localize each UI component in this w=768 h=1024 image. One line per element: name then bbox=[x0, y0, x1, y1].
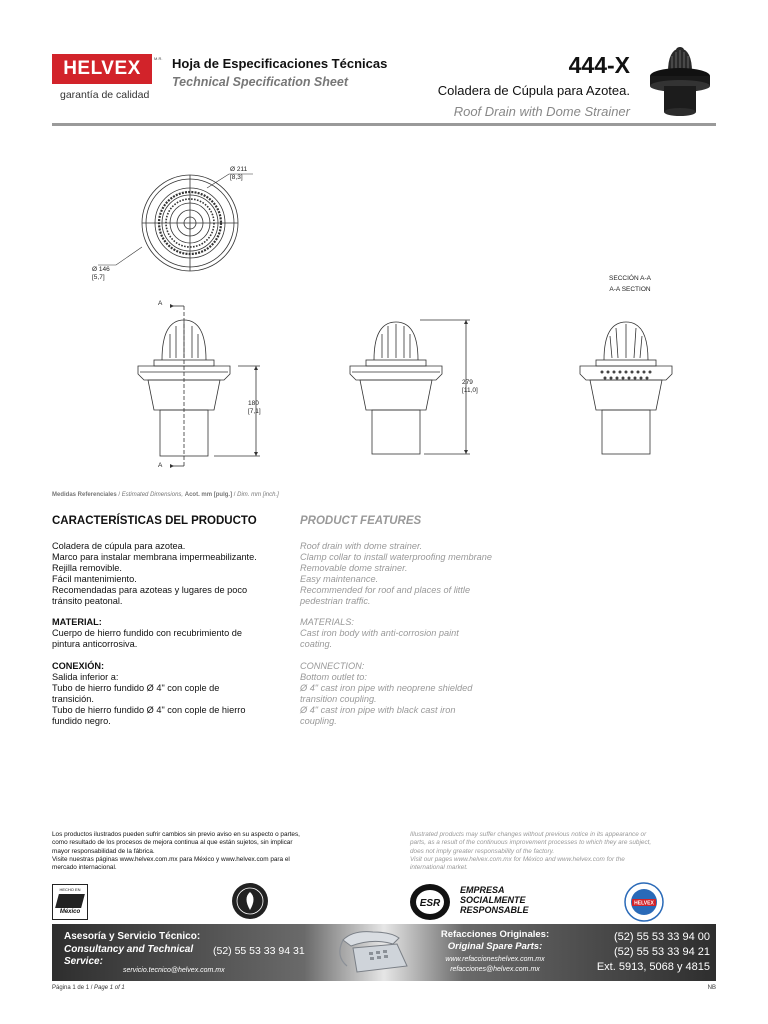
connection-label-en: CONNECTION: bbox=[300, 661, 365, 671]
features-heading-en: PRODUCT FEATURES bbox=[300, 515, 422, 527]
connection-line: Tubo de hierro fundido Ø 4" con cople de hierro bbox=[52, 705, 246, 715]
feature-item: tránsito peatonal. bbox=[52, 596, 123, 606]
dim-inner-mm: Ø 146 bbox=[92, 266, 110, 273]
connection-line: transición. bbox=[52, 694, 94, 704]
hecho-en-mexico-badge bbox=[52, 884, 88, 920]
feature-item: Removable dome strainer. bbox=[300, 563, 408, 573]
disclaimer-line: mercado internacional. bbox=[52, 864, 117, 872]
service-label-en bbox=[64, 944, 193, 968]
material-line: pintura anticorrosiva. bbox=[52, 639, 138, 649]
esr-text bbox=[460, 885, 529, 915]
connection-line: Tubo de hierro fundido Ø 4" con cople de bbox=[52, 683, 220, 693]
connection-line: Ø 4" cast iron pipe with black cast iron bbox=[300, 705, 456, 715]
disclaimer-es bbox=[52, 831, 352, 872]
service-en-line: Service: bbox=[64, 956, 103, 967]
feature-item: Fácil mantenimiento. bbox=[52, 574, 137, 584]
feature-item: Rejilla removible. bbox=[52, 563, 122, 573]
feature-item: Marco para instalar membrana impermeabilizante. bbox=[52, 552, 257, 562]
parts-phones bbox=[590, 930, 710, 975]
feature-item: pedestrian traffic. bbox=[300, 596, 371, 606]
green-building-seal-icon bbox=[231, 882, 269, 920]
features-list-es bbox=[52, 541, 290, 607]
parts-phone-2[interactable]: (52) 55 53 33 94 21 bbox=[613, 946, 710, 958]
section-marker-top: A bbox=[158, 300, 163, 307]
esr-line: EMPRESA bbox=[460, 885, 505, 895]
hecho-label: HECHO EN bbox=[59, 887, 81, 892]
disclaimer-line: como resultado de los procesos de mejora continua al que están sujetos, sin implicar bbox=[52, 839, 293, 847]
dim-body-in: [7,1] bbox=[248, 408, 261, 415]
connection-block-en bbox=[300, 661, 530, 727]
section-marker-bottom: A bbox=[158, 462, 163, 469]
connection-line: Bottom outlet to: bbox=[300, 672, 367, 682]
material-block-en bbox=[300, 617, 530, 650]
service-phone[interactable]: (52) 55 53 33 94 31 bbox=[213, 945, 305, 957]
logo-tagline: garantía de calidad bbox=[60, 89, 150, 101]
disclaimer-line: does not imply greater responsability of the factory. bbox=[410, 847, 555, 855]
dim-outer-diameter bbox=[230, 166, 247, 182]
model-code: 444-X bbox=[568, 52, 630, 78]
dim-inner-diameter bbox=[92, 266, 110, 282]
material-line: coating. bbox=[300, 639, 333, 649]
dim-outer-mm: Ø 211 bbox=[230, 166, 248, 173]
features-list-en bbox=[300, 541, 530, 607]
mexico-label: México bbox=[59, 909, 81, 915]
feature-item: Clamp collar to install waterproofing membrane bbox=[300, 552, 492, 562]
parts-label-en: Original Spare Parts: bbox=[447, 941, 543, 952]
sheet-title-en: Technical Specification Sheet bbox=[172, 75, 348, 89]
estimated-en: Estimated Dimensions, bbox=[121, 492, 184, 498]
material-line: Cast iron body with anti-corrosion paint bbox=[300, 628, 459, 638]
dim-body-height bbox=[248, 400, 261, 416]
feature-item: Coladera de cúpula para azotea. bbox=[52, 541, 186, 551]
product-name-en: Roof Drain with Dome Strainer bbox=[453, 104, 630, 119]
feature-item: Recomendadas para azoteas y lugares de poco bbox=[52, 585, 248, 595]
seal-brand: HELVEX bbox=[634, 900, 654, 907]
footer-code: NB bbox=[707, 985, 716, 991]
eagle-icon bbox=[55, 894, 85, 908]
feature-item: Easy maintenance. bbox=[300, 574, 379, 584]
telephone-icon bbox=[333, 926, 411, 978]
dim-total-height bbox=[462, 379, 478, 395]
disclaimer-line: Visite nuestras páginas www.helvex.com.mx para México y www.helvex.com para el bbox=[52, 855, 290, 863]
section-drawing bbox=[572, 318, 682, 458]
service-label-es: Asesoría y Servicio Técnico: bbox=[64, 931, 201, 942]
feature-item: Roof drain with dome strainer. bbox=[300, 541, 423, 551]
connection-label-es: CONEXIÓN: bbox=[52, 661, 105, 671]
parts-label-es: Refacciones Originales: bbox=[440, 929, 550, 940]
units-en: Dim. mm [inch.] bbox=[237, 492, 279, 498]
feature-item: Recommended for roof and places of little bbox=[300, 585, 471, 595]
features-heading-es: CARACTERÍSTICAS DEL PRODUCTO bbox=[52, 515, 257, 527]
section-label bbox=[600, 275, 660, 294]
disclaimer-line: Los productos ilustrados pueden sufrir cambios sin previo aviso en su aspecto o partes, bbox=[52, 831, 300, 838]
parts-extensions: Ext. 5913, 5068 y 4815 bbox=[596, 961, 710, 973]
dim-outer-in: [8,3] bbox=[230, 174, 243, 181]
dim-total-in: [11,0] bbox=[462, 387, 478, 394]
parts-website[interactable]: www.refaccioneshelvex.com.mx bbox=[445, 956, 545, 963]
section-label-es: SECCIÓN A-A bbox=[609, 275, 651, 282]
material-line: Cuerpo de hierro fundido con recubrimiento de bbox=[52, 628, 242, 638]
page-es: Página 1 de 1 bbox=[52, 985, 90, 991]
esr-mark: ESR bbox=[419, 898, 441, 909]
connection-line: fundido negro. bbox=[52, 716, 111, 726]
disclaimer-line: parts, as a result of the continuous improvement processes to which they are subject, bbox=[410, 839, 652, 847]
esr-line: RESPONSABLE bbox=[460, 905, 529, 915]
disclaimer-line: mayor responsabilidad de la fábrica. bbox=[52, 847, 155, 855]
esr-logo-icon bbox=[408, 882, 454, 922]
logo-registered-mark: M.R. bbox=[154, 56, 163, 61]
product-photo bbox=[642, 42, 718, 120]
dim-body-mm: 180 bbox=[248, 400, 259, 407]
disclaimer-line: international market. bbox=[410, 864, 468, 872]
section-label-en: A-A SECTION bbox=[609, 286, 651, 293]
parts-email[interactable]: refacciones@helvex.com.mx bbox=[450, 966, 540, 973]
page-en: Page 1 of 1 bbox=[94, 985, 125, 991]
material-label-es: MATERIAL: bbox=[52, 617, 102, 627]
helvex-logo: HELVEX bbox=[52, 54, 152, 84]
disclaimer-line: Illustrated products may suffer changes without previous notice in its appearance or bbox=[410, 831, 647, 838]
parts-phone-1[interactable]: (52) 55 53 33 94 00 bbox=[613, 931, 710, 943]
dim-inner-in: [5,7] bbox=[92, 274, 105, 281]
units-es: Acot. mm [pulg.] bbox=[184, 492, 233, 498]
connection-line: Ø 4" cast iron pipe with neoprene shielded bbox=[300, 683, 473, 693]
material-block-es bbox=[52, 617, 290, 650]
header-divider bbox=[52, 123, 716, 126]
disclaimer-en bbox=[410, 831, 700, 872]
connection-line: coupling. bbox=[300, 716, 337, 726]
quality-seal-icon bbox=[624, 882, 664, 922]
dim-total-mm: 279 bbox=[462, 379, 473, 386]
disclaimer-line: Visit our pages www.helvex.com.mx for México and www.helvex.com for the bbox=[410, 855, 625, 863]
side-view-drawing bbox=[130, 298, 270, 473]
material-label-en: MATERIALS: bbox=[300, 617, 354, 627]
service-en-line: Consultancy and Technical bbox=[64, 944, 194, 955]
product-name-es: Coladera de Cúpula para Azotea. bbox=[437, 83, 630, 98]
esr-line: SOCIALMENTE bbox=[460, 895, 526, 905]
connection-line: Salida inferior a: bbox=[52, 672, 119, 682]
service-email[interactable]: servicio.tecnico@helvex.com.mx bbox=[123, 967, 225, 974]
estimated-es: Medidas Referenciales bbox=[52, 492, 117, 498]
estimated-dimensions-note: Medidas Referenciales / Estimated Dimensions, Acot. mm [pulg.] / Dim. mm [inch.] bbox=[52, 492, 279, 498]
connection-line: transition coupling. bbox=[300, 694, 377, 704]
connection-block-es bbox=[52, 661, 290, 727]
page-number: Página 1 de 1 / Page 1 of 1 bbox=[52, 985, 125, 991]
sheet-title-es: Hoja de Especificaciones Técnicas bbox=[172, 56, 388, 71]
